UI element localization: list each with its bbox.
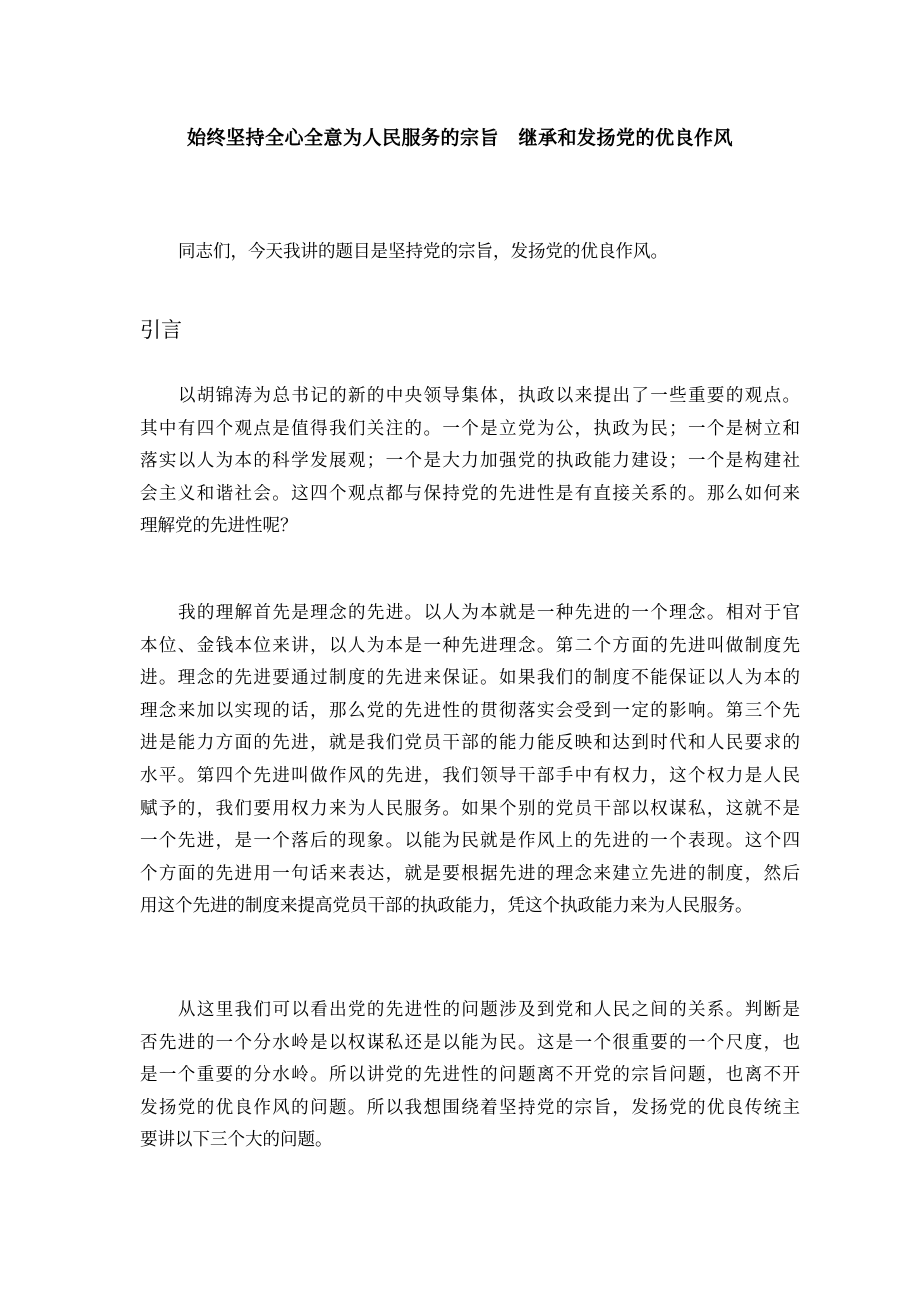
paragraph-2 — [140, 597, 800, 923]
paragraph-line: 要讲以下三个大的问题。 — [140, 1130, 333, 1151]
paragraph-line: 落实以人为本的科学发展观；一个是大力加强党的执政能力建设；一个是构建社 — [140, 451, 800, 472]
paragraph-line: 进。理念的先进要通过制度的先进来保证。如果我们的制度不能保证以人为本的 — [140, 668, 800, 689]
paragraph-1 — [140, 380, 800, 543]
paragraph-line: 我的理解首先是理念的先进。以人为本就是一种先进的一个理念。相对于官 — [178, 603, 800, 623]
greeting-paragraph: 同志们，今天我讲的题目是坚持党的宗旨，发扬党的优良作风。 — [178, 242, 668, 262]
paragraph-line: 是一个重要的分水岭。所以讲党的先进性的问题离不开党的宗旨问题，也离不开 — [140, 1065, 800, 1086]
paragraph-line: 理解党的先进性呢？ — [140, 516, 298, 537]
paragraph-line: 水平。第四个先进叫做作风的先进，我们领导干部手中有权力，这个权力是人民 — [140, 765, 800, 786]
paragraph-line: 发扬党的优良作风的问题。所以我想围绕着坚持党的宗旨，发扬党的优良传统主 — [140, 1097, 800, 1118]
paragraph-line: 赋予的，我们要用权力来为人民服务。如果个别的党员干部以权谋私，这就不是 — [140, 798, 800, 819]
section-heading: 引言 — [140, 318, 182, 342]
paragraph-line: 理念来加以实现的话，那么党的先进性的贯彻落实会受到一定的影响。第三个先 — [140, 700, 800, 721]
paragraph-line: 以胡锦涛为总书记的新的中央领导集体，执政以来提出了一些重要的观点。 — [178, 386, 800, 406]
paragraph-line: 用这个先进的制度来提高党员干部的执政能力，凭这个执政能力来为人民服务。 — [140, 896, 753, 917]
paragraph-line: 个方面的先进用一句话来表达，就是要根据先进的理念来建立先进的制度，然后 — [140, 863, 800, 884]
document-title: 始终坚持全心全意为人民服务的宗旨 继承和发扬党的优良作风 — [186, 127, 733, 149]
paragraph-line: 从这里我们可以看出党的先进性的问题涉及到党和人民之间的关系。判断是 — [178, 1000, 800, 1020]
paragraph-line: 否先进的一个分水岭是以权谋私还是以能为民。这是一个很重要的一个尺度，也 — [140, 1032, 800, 1053]
paragraph-3 — [140, 994, 800, 1157]
paragraph-line: 其中有四个观点是值得我们关注的。一个是立党为公，执政为民；一个是树立和 — [140, 418, 800, 439]
paragraph-line: 进是能力方面的先进，就是我们党员干部的能力能反映和达到时代和人民要求的 — [140, 733, 800, 754]
paragraph-line: 本位、金钱本位来讲，以人为本是一种先进理念。第二个方面的先进叫做制度先 — [140, 635, 800, 656]
paragraph-line: 会主义和谐社会。这四个观点都与保持党的先进性是有直接关系的。那么如何来 — [140, 483, 800, 504]
paragraph-line: 一个先进，是一个落后的现象。以能为民就是作风上的先进的一个表现。这个四 — [140, 831, 800, 852]
